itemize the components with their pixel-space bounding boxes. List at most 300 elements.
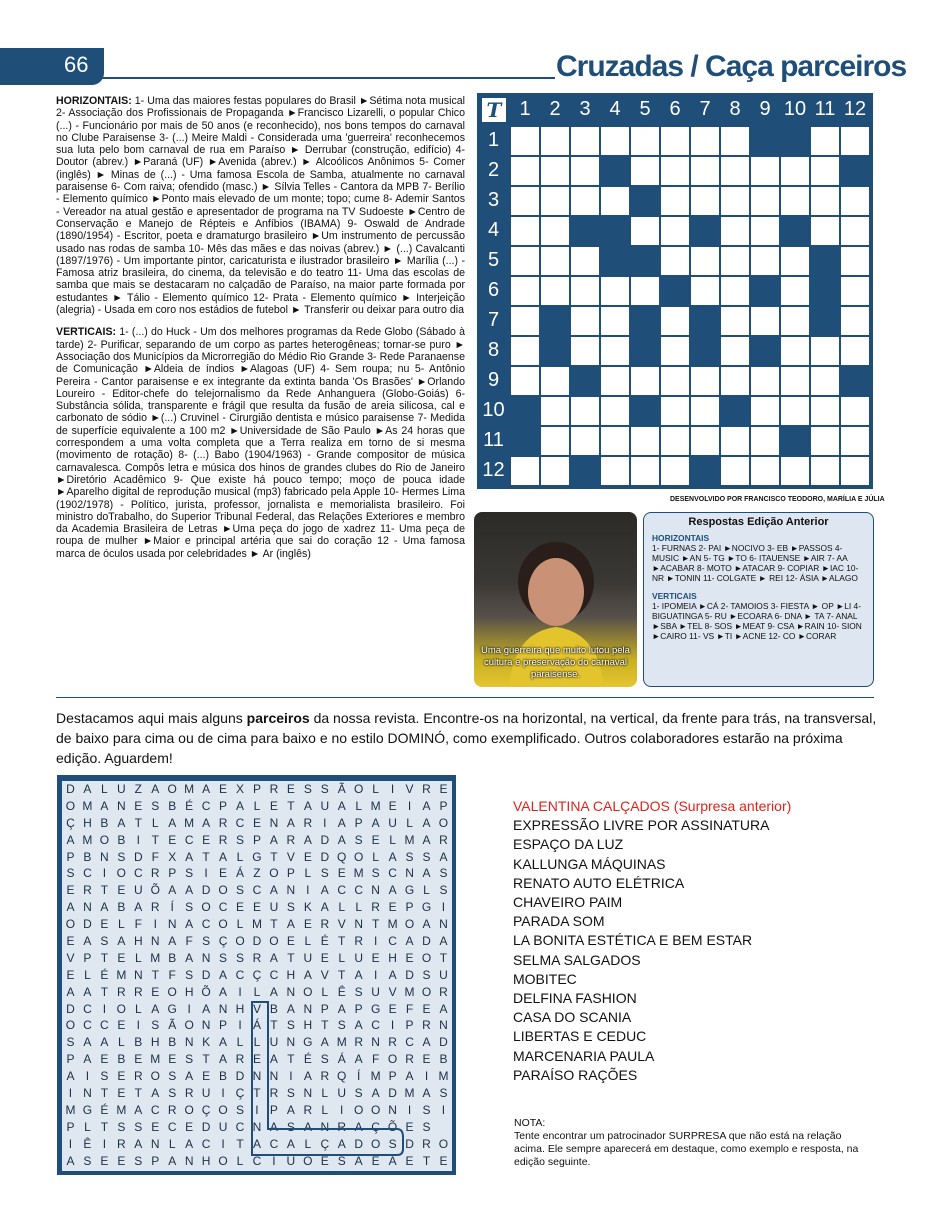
crossword-cell[interactable] (750, 426, 780, 456)
crossword-cell[interactable] (840, 276, 870, 306)
word-search-letter[interactable]: D (388, 1086, 397, 1101)
word-search-letter[interactable]: C (337, 883, 347, 898)
word-search-letter[interactable]: D (133, 849, 143, 864)
crossword-black-cell[interactable] (600, 156, 630, 186)
word-search-letter[interactable]: M (438, 1069, 449, 1084)
word-search-letter[interactable]: A (168, 815, 177, 830)
crossword-cell[interactable] (780, 186, 810, 216)
word-search-letter[interactable]: L (304, 934, 312, 949)
word-search-letter[interactable]: E (422, 1001, 431, 1016)
word-search-letter[interactable]: I (204, 866, 208, 881)
word-search-letter[interactable]: G (252, 849, 262, 864)
crossword-cell[interactable] (810, 336, 840, 366)
word-search-letter[interactable]: L (84, 967, 91, 982)
word-search-letter[interactable]: A (269, 1052, 278, 1067)
crossword-black-cell[interactable] (780, 216, 810, 246)
word-search-letter[interactable]: A (66, 1153, 75, 1168)
word-search-letter[interactable]: O (65, 798, 76, 813)
word-search-letter[interactable]: A (252, 1136, 261, 1151)
word-search-letter[interactable]: T (439, 950, 448, 965)
word-search-letter[interactable]: N (405, 866, 414, 881)
word-search-letter[interactable]: B (168, 1035, 177, 1050)
word-search-letter[interactable]: E (117, 1153, 126, 1168)
word-search-letter[interactable]: S (151, 1018, 160, 1033)
word-search-letter[interactable]: R (133, 1069, 143, 1084)
crossword-black-cell[interactable] (690, 306, 720, 336)
word-search-letter[interactable]: O (218, 1102, 228, 1117)
word-search-letter[interactable]: O (438, 1136, 449, 1151)
crossword-cell[interactable] (660, 336, 690, 366)
word-search-letter[interactable]: B (269, 1001, 278, 1016)
crossword-cell[interactable] (630, 426, 660, 456)
word-search-letter[interactable]: U (201, 1086, 211, 1101)
word-search-letter[interactable]: S (354, 984, 363, 999)
crossword-cell[interactable] (690, 186, 720, 216)
word-search-letter[interactable]: Q (337, 1069, 347, 1084)
crossword-cell[interactable] (570, 426, 600, 456)
word-search-letter[interactable]: U (439, 967, 448, 982)
crossword-cell[interactable] (600, 336, 630, 366)
word-search-letter[interactable]: L (151, 815, 159, 830)
crossword-cell[interactable] (540, 426, 570, 456)
word-search-letter[interactable]: Ê (337, 984, 346, 999)
word-search-letter[interactable]: A (185, 950, 194, 965)
crossword-cell[interactable] (720, 156, 750, 186)
crossword-black-cell[interactable] (510, 396, 540, 426)
word-search-letter[interactable]: U (388, 815, 397, 830)
word-search-letter[interactable]: L (84, 1119, 91, 1134)
word-search-letter[interactable]: E (388, 900, 397, 915)
word-search-letter[interactable]: R (218, 815, 228, 830)
crossword-cell[interactable] (510, 126, 540, 156)
word-search-letter[interactable]: Á (252, 1018, 261, 1033)
word-search-letter[interactable]: L (253, 798, 261, 813)
crossword-black-cell[interactable] (630, 186, 660, 216)
word-search-letter[interactable]: I (424, 1069, 429, 1084)
word-search-letter[interactable]: A (337, 1001, 346, 1016)
word-search-letter[interactable]: A (100, 900, 109, 915)
crossword-cell[interactable] (720, 126, 750, 156)
word-search-letter[interactable]: S (439, 1086, 448, 1101)
word-search-letter[interactable]: U (354, 950, 364, 965)
word-search-letter[interactable]: F (134, 917, 142, 932)
word-search-letter[interactable]: Ã (168, 1018, 177, 1033)
word-search-letter[interactable]: S (66, 1035, 75, 1050)
word-search-letter[interactable]: E (405, 950, 414, 965)
word-search-letter[interactable]: P (388, 1069, 397, 1084)
word-search-letter[interactable]: L (236, 917, 244, 932)
word-search-letter[interactable]: A (337, 815, 346, 830)
word-search-letter[interactable]: O (387, 1052, 398, 1067)
crossword-cell[interactable] (660, 366, 690, 396)
word-search-letter[interactable]: D (439, 1035, 448, 1050)
word-search-letter[interactable]: S (439, 883, 448, 898)
crossword-cell[interactable] (540, 246, 570, 276)
word-search-letter[interactable]: B (83, 849, 92, 864)
word-search-letter[interactable]: I (441, 900, 446, 915)
word-search-letter[interactable]: O (438, 815, 449, 830)
word-search-letter[interactable]: L (236, 1035, 244, 1050)
word-search-letter[interactable]: R (184, 1086, 194, 1101)
word-search-letter[interactable]: R (337, 1119, 347, 1134)
word-search-letter[interactable]: A (371, 815, 380, 830)
crossword-black-cell[interactable] (720, 396, 750, 426)
word-search-letter[interactable]: A (354, 1153, 363, 1168)
word-search-letter[interactable]: A (286, 1136, 295, 1151)
word-search-letter[interactable]: N (303, 1001, 313, 1016)
word-search-letter[interactable]: I (221, 1086, 225, 1101)
crossword-cell[interactable] (720, 366, 750, 396)
crossword-black-cell[interactable] (570, 216, 600, 246)
word-search-letter[interactable]: A (320, 883, 329, 898)
word-search-letter[interactable]: N (286, 984, 296, 999)
word-search-letter[interactable]: A (134, 1136, 143, 1151)
crossword-cell[interactable] (810, 396, 840, 426)
word-search-letter[interactable]: D (320, 849, 330, 864)
word-search-letter[interactable]: S (286, 1018, 295, 1033)
word-search-letter[interactable]: M (387, 917, 398, 932)
word-search-letter[interactable]: R (303, 1102, 313, 1117)
word-search-letter[interactable]: E (219, 866, 228, 881)
word-search-letter[interactable]: H (150, 1035, 160, 1050)
word-search-letter[interactable]: T (270, 917, 278, 932)
crossword-black-cell[interactable] (840, 156, 870, 186)
word-search-letter[interactable]: A (168, 1153, 177, 1168)
crossword-cell[interactable] (510, 246, 540, 276)
word-search-letter[interactable]: H (235, 1001, 245, 1016)
crossword-cell[interactable] (840, 216, 870, 246)
word-search-letter[interactable]: P (219, 798, 228, 813)
word-search-letter[interactable]: E (236, 900, 245, 915)
crossword-black-cell[interactable] (690, 216, 720, 246)
word-search-letter[interactable]: É (320, 934, 329, 949)
word-search-letter[interactable]: O (116, 1001, 126, 1016)
word-search-letter[interactable]: R (83, 883, 92, 898)
word-search-letter[interactable]: L (253, 1035, 261, 1050)
word-search-letter[interactable]: T (134, 1086, 142, 1101)
word-search-letter[interactable]: M (404, 832, 415, 847)
crossword-cell[interactable] (750, 366, 780, 396)
word-search-letter[interactable]: E (151, 1119, 160, 1134)
crossword-cell[interactable] (750, 216, 780, 246)
word-search-letter[interactable]: T (270, 1018, 278, 1033)
word-search-letter[interactable]: I (390, 782, 395, 796)
word-search-letter[interactable]: A (422, 1035, 431, 1050)
crossword-cell[interactable] (630, 366, 660, 396)
word-search-letter[interactable]: E (100, 1153, 109, 1168)
word-search-letter[interactable]: N (371, 883, 380, 898)
word-search-letter[interactable]: E (286, 782, 295, 796)
word-search-letter[interactable]: P (252, 832, 261, 847)
word-search-letter[interactable]: O (269, 934, 279, 949)
crossword-cell[interactable] (840, 186, 870, 216)
word-search-letter[interactable]: Ç (218, 934, 228, 949)
word-search-letter[interactable]: T (100, 984, 109, 999)
word-search-letter[interactable]: E (202, 1069, 211, 1084)
crossword-cell[interactable] (690, 396, 720, 426)
word-search-letter[interactable]: E (320, 1153, 329, 1168)
word-search-letter[interactable]: P (66, 1119, 75, 1134)
word-search-letter[interactable]: M (370, 1069, 381, 1084)
word-search-letter[interactable]: C (83, 1018, 92, 1033)
word-search-letter[interactable]: A (269, 950, 278, 965)
word-search-letter[interactable]: Ç (252, 967, 262, 982)
crossword-cell[interactable] (600, 456, 630, 486)
crossword-cell[interactable] (750, 396, 780, 426)
crossword-cell[interactable] (840, 306, 870, 336)
word-search-letter[interactable]: I (136, 1018, 140, 1033)
word-search-letter[interactable]: P (252, 782, 261, 796)
word-search-letter[interactable]: C (184, 832, 194, 847)
word-search-letter[interactable]: Õ (387, 1119, 398, 1134)
crossword-cell[interactable] (630, 216, 660, 246)
word-search-letter[interactable]: D (201, 883, 211, 898)
word-search-letter[interactable]: A (219, 849, 228, 864)
word-search-letter[interactable]: É (185, 798, 194, 813)
word-search-letter[interactable]: R (117, 984, 126, 999)
word-search-letter[interactable]: P (168, 866, 177, 881)
word-search-letter[interactable]: C (83, 1001, 92, 1016)
word-search-letter[interactable]: A (134, 1102, 143, 1117)
word-search-letter[interactable]: B (117, 900, 126, 915)
word-search-letter[interactable]: A (422, 917, 431, 932)
crossword-cell[interactable] (510, 456, 540, 486)
word-search-letter[interactable]: N (150, 1136, 160, 1151)
word-search-letter[interactable]: M (116, 967, 127, 982)
word-search-letter[interactable]: L (304, 866, 312, 881)
word-search-letter[interactable]: A (405, 1069, 414, 1084)
word-search-letter[interactable]: Ç (66, 815, 75, 830)
word-search-letter[interactable]: L (101, 782, 108, 796)
crossword-cell[interactable] (780, 306, 810, 336)
word-search-letter[interactable]: Z (253, 866, 261, 881)
crossword-cell[interactable] (780, 366, 810, 396)
word-search-letter[interactable]: O (65, 1018, 76, 1033)
crossword-cell[interactable] (660, 426, 690, 456)
word-search-letter[interactable]: T (151, 832, 159, 847)
word-search-letter[interactable]: A (185, 917, 194, 932)
word-search-letter[interactable]: P (405, 1018, 414, 1033)
word-search-letter[interactable]: O (184, 1102, 194, 1117)
word-search-letter[interactable]: V (388, 984, 397, 999)
word-search-letter[interactable]: S (236, 950, 245, 965)
word-search-letter[interactable]: V (320, 967, 329, 982)
word-search-letter[interactable]: G (404, 883, 415, 898)
word-search-letter[interactable]: P (83, 950, 92, 965)
word-search-letter[interactable]: R (133, 984, 143, 999)
word-search-letter[interactable]: M (404, 984, 415, 999)
crossword-cell[interactable] (510, 336, 540, 366)
crossword-cell[interactable] (810, 186, 840, 216)
word-search-letter[interactable]: S (134, 1153, 143, 1168)
word-search-letter[interactable]: T (236, 1136, 244, 1151)
word-search-letter[interactable]: S (134, 1119, 143, 1134)
word-search-letter[interactable]: S (422, 967, 431, 982)
word-search-letter[interactable]: S (100, 1069, 109, 1084)
word-search-letter[interactable]: B (134, 1035, 143, 1050)
word-search-letter[interactable]: S (219, 950, 228, 965)
word-search-letter[interactable]: I (102, 1136, 107, 1151)
crossword-cell[interactable] (660, 216, 690, 246)
crossword-cell[interactable] (600, 366, 630, 396)
word-search-letter[interactable]: S (388, 1136, 397, 1151)
word-search-letter[interactable]: P (405, 900, 414, 915)
word-search-letter[interactable]: Ê (83, 1136, 92, 1151)
word-search-letter[interactable]: G (167, 1001, 177, 1016)
word-search-letter[interactable]: S (422, 849, 431, 864)
word-search-letter[interactable]: A (168, 934, 177, 949)
word-search-letter[interactable]: C (252, 883, 262, 898)
word-search-letter[interactable]: M (404, 1086, 415, 1101)
word-search-letter[interactable]: M (82, 798, 93, 813)
crossword-cell[interactable] (570, 306, 600, 336)
crossword-cell[interactable] (690, 156, 720, 186)
word-search-letter[interactable]: S (168, 1069, 177, 1084)
word-search-letter[interactable]: M (251, 917, 262, 932)
word-search-letter[interactable]: L (134, 1001, 142, 1016)
word-search-letter[interactable]: P (354, 1001, 363, 1016)
crossword-cell[interactable] (630, 156, 660, 186)
word-search-letter[interactable]: C (83, 866, 92, 881)
word-search-letter[interactable]: C (269, 1136, 279, 1151)
word-search-letter[interactable]: M (82, 832, 93, 847)
word-search-letter[interactable]: E (286, 934, 295, 949)
word-search-letter[interactable]: I (373, 967, 378, 982)
word-search-letter[interactable]: D (201, 967, 211, 982)
word-search-letter[interactable]: T (100, 883, 109, 898)
word-search-letter[interactable]: U (269, 1035, 279, 1050)
word-search-letter[interactable]: N (388, 1102, 397, 1117)
word-search-letter[interactable]: C (235, 967, 245, 982)
word-search-letter[interactable]: M (370, 798, 381, 813)
word-search-letter[interactable]: I (390, 1018, 395, 1033)
word-search-letter[interactable]: C (388, 934, 397, 949)
word-search-letter[interactable]: R (286, 832, 296, 847)
word-search-letter[interactable]: N (303, 1086, 313, 1101)
word-search-letter[interactable]: S (168, 1086, 177, 1101)
word-search-letter[interactable]: A (422, 866, 431, 881)
word-search-letter[interactable]: R (117, 1136, 126, 1151)
word-search-letter[interactable]: U (320, 798, 330, 813)
word-search-letter[interactable]: A (388, 849, 397, 864)
word-search-letter[interactable]: S (185, 1052, 194, 1067)
word-search-letter[interactable]: N (269, 815, 279, 830)
word-search-letter[interactable]: H (303, 1018, 313, 1033)
word-search-letter[interactable]: S (236, 832, 245, 847)
word-search-letter[interactable]: P (439, 798, 448, 813)
crossword-black-cell[interactable] (540, 336, 570, 366)
word-search-letter[interactable]: G (421, 900, 432, 915)
crossword-black-cell[interactable] (810, 306, 840, 336)
word-search-letter[interactable]: T (202, 1052, 210, 1067)
word-search-letter[interactable]: S (185, 866, 194, 881)
word-search-letter[interactable]: A (388, 1153, 397, 1168)
word-search-letter[interactable]: E (303, 917, 312, 932)
word-search-letter[interactable]: C (218, 900, 228, 915)
word-search-letter[interactable]: E (252, 815, 261, 830)
word-search-letter[interactable]: A (236, 798, 245, 813)
word-search-letter[interactable]: E (405, 1153, 414, 1168)
word-search-letter[interactable]: C (269, 967, 279, 982)
word-search-letter[interactable]: N (184, 1153, 194, 1168)
crossword-cell[interactable] (510, 156, 540, 186)
word-search-letter[interactable]: A (185, 883, 194, 898)
word-search-letter[interactable]: Ã (337, 782, 346, 796)
word-search-letter[interactable]: M (336, 1035, 347, 1050)
word-search-letter[interactable]: O (167, 782, 177, 796)
word-search-letter[interactable]: L (117, 1035, 125, 1050)
word-search-letter[interactable]: A (422, 815, 431, 830)
crossword-cell[interactable] (750, 156, 780, 186)
word-search-letter[interactable]: A (83, 1035, 92, 1050)
word-search-letter[interactable]: R (269, 1086, 279, 1101)
crossword-cell[interactable] (570, 246, 600, 276)
word-search-letter[interactable]: R (218, 832, 228, 847)
word-search-letter[interactable]: N (83, 900, 92, 915)
crossword-cell[interactable] (780, 156, 810, 186)
word-search-letter[interactable]: P (219, 1018, 228, 1033)
word-search-letter[interactable]: E (439, 1153, 448, 1168)
word-search-letter[interactable]: E (422, 1052, 431, 1067)
word-search-letter[interactable]: A (405, 934, 414, 949)
word-search-letter[interactable]: D (66, 1001, 75, 1016)
word-search-letter[interactable]: H (286, 967, 296, 982)
crossword-cell[interactable] (540, 396, 570, 426)
word-search-letter[interactable]: R (422, 1136, 431, 1151)
word-search-letter[interactable]: P (320, 1001, 329, 1016)
word-search-letter[interactable]: A (286, 815, 295, 830)
word-search-letter[interactable]: M (150, 950, 161, 965)
word-search-letter[interactable]: A (219, 967, 228, 982)
word-search-letter[interactable]: B (219, 1069, 228, 1084)
crossword-cell[interactable] (630, 456, 660, 486)
word-search-letter[interactable]: A (66, 832, 75, 847)
word-search-letter[interactable]: O (116, 866, 126, 881)
word-search-letter[interactable]: A (286, 1102, 295, 1117)
word-search-letter[interactable]: D (354, 1136, 364, 1151)
word-search-letter[interactable]: L (321, 984, 329, 999)
word-search-letter[interactable]: R (354, 934, 364, 949)
word-search-letter[interactable]: A (219, 1035, 228, 1050)
word-search-letter[interactable]: H (184, 984, 194, 999)
word-search-letter[interactable]: R (439, 984, 448, 999)
word-search-letter[interactable]: C (405, 1035, 414, 1050)
word-search-letter[interactable]: S (83, 1153, 92, 1168)
crossword-cell[interactable] (720, 246, 750, 276)
word-search-letter[interactable]: A (354, 967, 363, 982)
word-search-letter[interactable]: E (66, 934, 75, 949)
word-search-letter[interactable]: R (388, 1035, 397, 1050)
word-search-letter[interactable]: M (116, 1102, 127, 1117)
crossword-cell[interactable] (660, 396, 690, 426)
word-search-letter[interactable]: G (370, 1001, 381, 1016)
word-search-letter[interactable]: L (389, 832, 396, 847)
word-search-letter[interactable]: Ç (320, 1136, 330, 1151)
word-search-letter[interactable]: E (66, 967, 75, 982)
word-search-letter[interactable]: E (439, 782, 448, 796)
word-search-letter[interactable]: O (354, 1102, 364, 1117)
word-search-letter[interactable]: A (117, 934, 126, 949)
word-search-letter[interactable]: H (201, 1153, 211, 1168)
word-search-letter[interactable]: O (167, 984, 177, 999)
crossword-cell[interactable] (720, 306, 750, 336)
crossword-cell[interactable] (510, 306, 540, 336)
word-search-letter[interactable]: Õ (150, 883, 160, 898)
crossword-cell[interactable] (540, 216, 570, 246)
word-search-letter[interactable]: C (201, 1136, 211, 1151)
word-search-letter[interactable]: V (252, 1001, 261, 1016)
word-search-letter[interactable]: S (151, 798, 160, 813)
